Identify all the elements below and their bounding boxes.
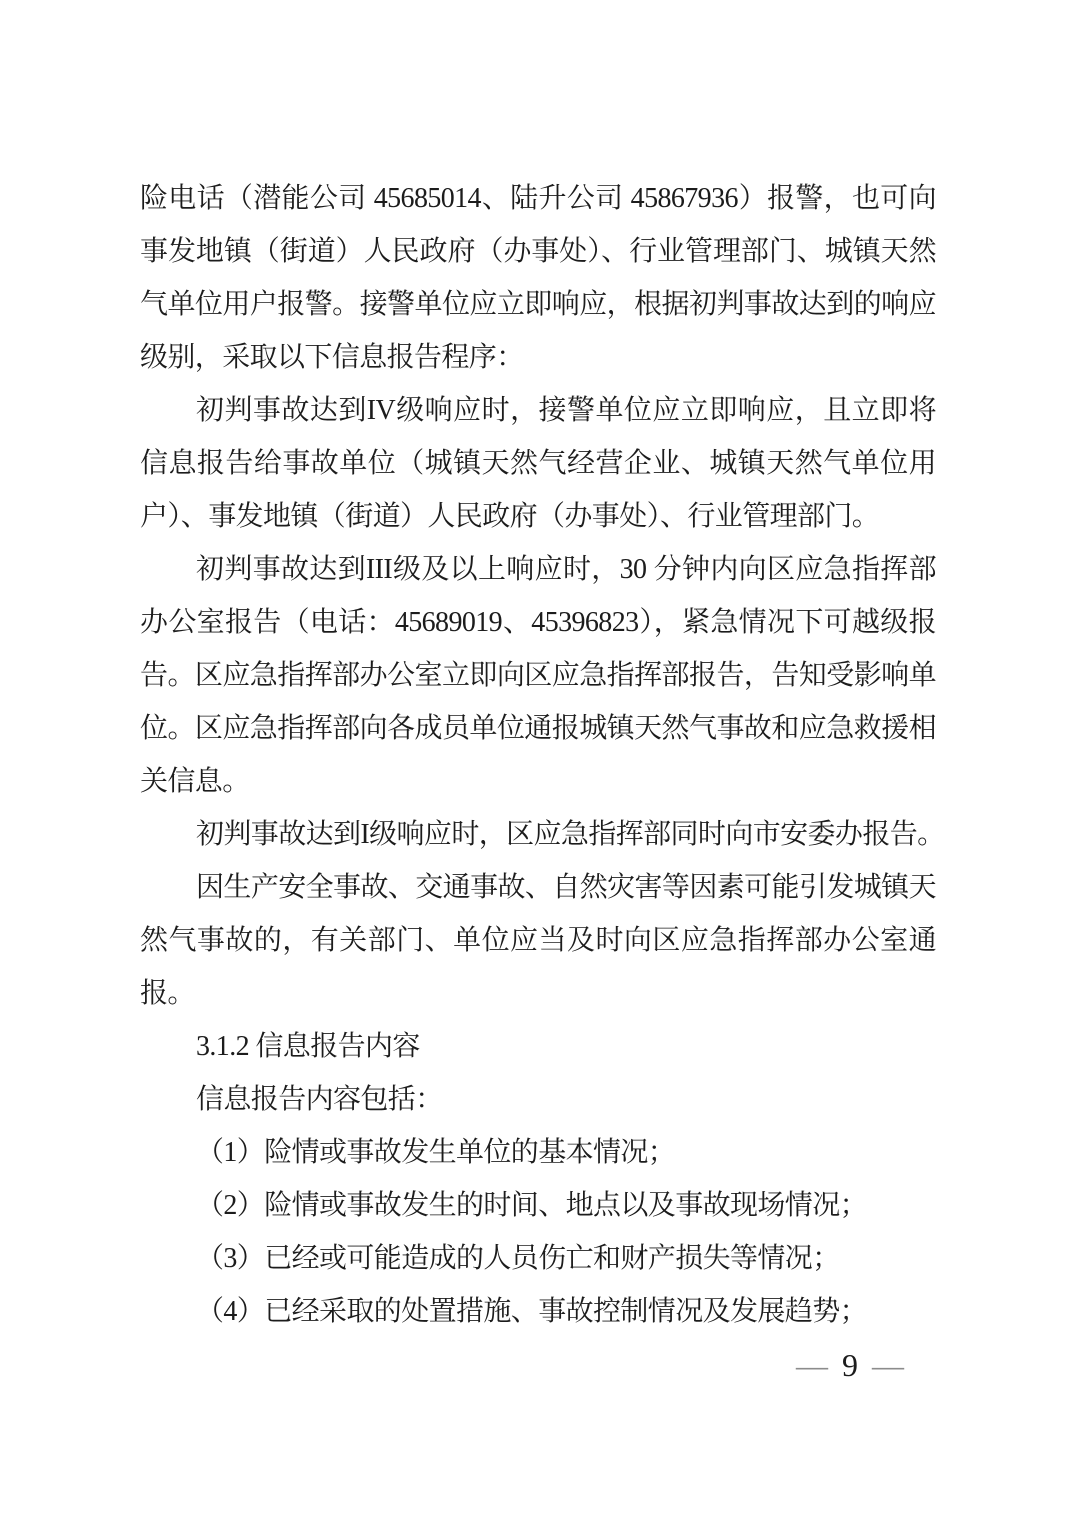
- body-paragraph: 初判事故达到III级及以上响应时，30 分钟内向区应急指挥部办公室报告（电话：45689019、45396823），紧急情况下可越级报告。区应急指挥部办公室立即向区应急指挥部报告，告知受影响单位。区应急指挥部向各成员单位通报城镇天然气事故和应急救援相关信息。: [140, 554, 936, 797]
- body-paragraph: 险电话（潜能公司 45685014、陆升公司 45867936）报警，也可向事发地镇（街道）人民政府（办事处）、行业管理部门、城镇天然气单位用户报警。接警单位应立即响应，根据初判事故达到的响应级别，采取以下信息报告程序：: [140, 183, 936, 373]
- footer-dash-right: —: [872, 1347, 904, 1383]
- page-footer: [796, 1345, 904, 1385]
- body-paragraph: 因生产安全事故、交通事故、自然灾害等因素可能引发城镇天然气事故的，有关部门、单位应当及时向区应急指挥部办公室通报。: [140, 872, 936, 1009]
- list-item: （4）已经采取的处置措施、事故控制情况及发展趋势；: [196, 1296, 868, 1327]
- document-body: [140, 172, 945, 1338]
- list-item: （2）险情或事故发生的时间、地点以及事故现场情况；: [196, 1190, 868, 1221]
- body-paragraph: 信息报告内容包括：: [196, 1084, 443, 1115]
- list-item: （1）险情或事故发生单位的基本情况；: [196, 1137, 676, 1168]
- footer-dash-left: —: [796, 1347, 828, 1383]
- section-heading: 3.1.2 信息报告内容: [196, 1031, 420, 1062]
- body-paragraph: 初判事故达到I级响应时，区应急指挥部同时向市安委办报告。: [196, 819, 945, 850]
- list-item: （3）已经或可能造成的人员伤亡和财产损失等情况；: [196, 1243, 840, 1274]
- page-number: 9: [842, 1347, 858, 1383]
- body-paragraph: 初判事故达到IV级响应时，接警单位应立即响应，且立即将信息报告给事故单位（城镇天然气经营企业、城镇天然气单位用户）、事发地镇（街道）人民政府（办事处）、行业管理部门。: [140, 395, 936, 532]
